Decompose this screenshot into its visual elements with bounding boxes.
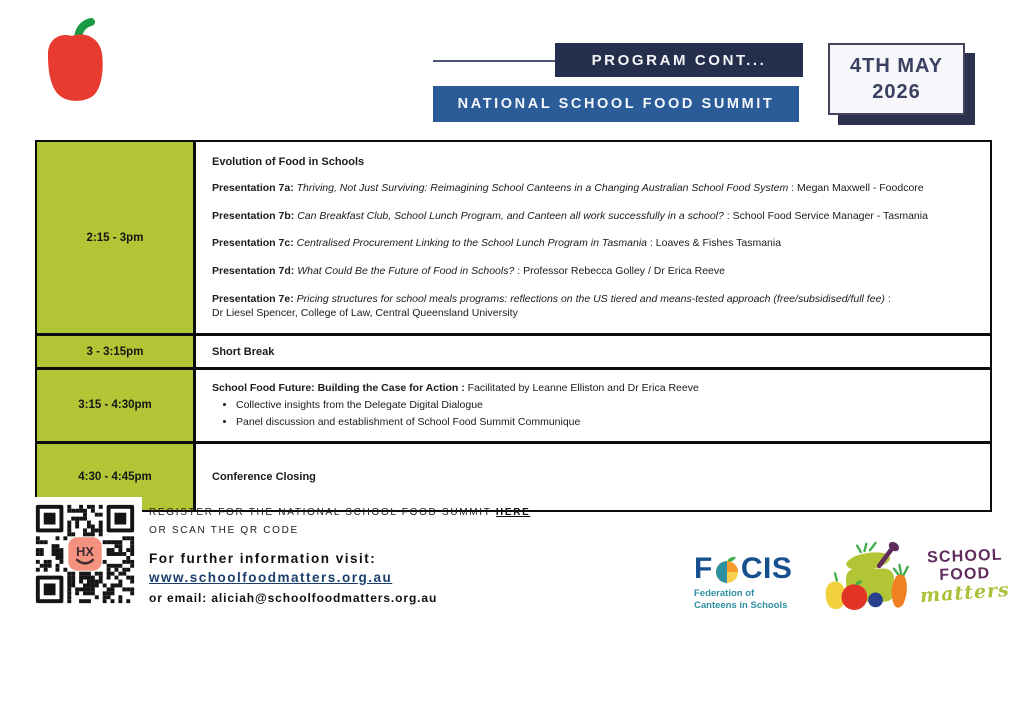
presentation-speaker: : Megan Maxwell - Foodcore [788, 182, 924, 194]
date-line1: 4TH MAY [850, 55, 943, 77]
schedule-row-closing [37, 444, 990, 510]
presentation-speaker: : Professor Rebecca Golley / Dr Erica Reeve [514, 265, 725, 278]
presentation-label: Presentation 7a: [212, 182, 294, 194]
schedule-row-break [37, 336, 990, 370]
focis-logo [694, 554, 792, 613]
schedule-row-evolution [37, 142, 990, 336]
presentation-item [212, 264, 974, 279]
session-cell [196, 336, 990, 367]
session-heading: Evolution of Food in Schools [212, 156, 365, 168]
website-link[interactable]: www.schoolfoodmatters.org.au [149, 570, 393, 585]
summit-banner [433, 86, 799, 122]
register-here-link[interactable]: HERE [495, 507, 531, 518]
session-facilitator: Facilitated by Leanne Elliston and Dr Erica Reeve [464, 382, 699, 395]
apple-logo [38, 18, 110, 108]
time-cell: 3 - 3:15pm [37, 336, 196, 367]
time-cell: 4:30 - 4:45pm [37, 444, 196, 510]
presentation-title: Centralised Procurement Linking to the School Lunch Program in Tasmania [293, 237, 648, 250]
presentation-title: Can Breakfast Club, School Lunch Program, and Canteen all work successfully in a school? [294, 209, 724, 222]
schedule-table [35, 140, 992, 512]
session-cell [196, 444, 990, 510]
session-heading: School Food Future: Building the Case for Action : Facilitated by Leanne Elliston and Dr Erica Reeve [212, 382, 699, 395]
school-food-matters-logo [824, 538, 1010, 614]
session-heading: Conference Closing [212, 470, 316, 483]
contact-info [149, 551, 437, 605]
presentation-label: Presentation 7c: [212, 237, 294, 250]
session-cell [196, 142, 990, 333]
session-bullet-list [212, 397, 974, 431]
time-cell: 2:15 - 3pm [37, 142, 196, 333]
register-line2: OR SCAN THE QR CODE [149, 524, 299, 536]
session-cell [196, 370, 990, 441]
focis-wordmark: F CIS [694, 552, 793, 585]
program-cont-label: PROGRAM CONT... [591, 51, 767, 69]
focis-tagline: Federation of Canteens in Schools [694, 588, 788, 612]
schedule-row-future [37, 370, 990, 444]
presentation-speaker: : [884, 292, 891, 305]
presentation-item [212, 181, 974, 196]
register-text: REGISTER FOR THE NATIONAL SCHOOL FOOD SUMMIT HERE OR SCAN THE QR CODE [149, 507, 531, 536]
presentation-title: Pricing structures for school meals programs: reflections on the US tiered and means-tested approach (free/subsidised/full fee) [293, 292, 885, 305]
email-line: or email: aliciah@schoolfoodmatters.org.au [149, 591, 438, 605]
school-food-matters-icon [824, 538, 916, 614]
presentation-speaker: : Loaves & Fishes Tasmania [647, 237, 782, 250]
header-rule [433, 60, 557, 62]
presentation-speaker-line2: Dr Liesel Spencer, College of Law, Central Queensland University [212, 307, 518, 320]
date-line2: 2026 [872, 81, 921, 103]
info-heading: For further information visit: [149, 551, 377, 566]
date-box [828, 43, 965, 115]
presentation-label: Presentation 7e: [212, 292, 294, 305]
time-cell: 3:15 - 4:30pm [37, 370, 196, 441]
summit-label: NATIONAL SCHOOL FOOD SUMMIT [457, 96, 775, 112]
session-bullet: • Collective insights from the Delegate Digital Dialogue [236, 397, 974, 414]
focis-globe-icon [714, 556, 740, 584]
presentation-label: Presentation 7b: [212, 209, 295, 222]
presentation-item [212, 209, 974, 224]
presentation-title: Thriving, Not Just Surviving: Reimagining School Canteens in a Changing Australian School Food System [293, 182, 789, 194]
program-cont-banner [555, 43, 803, 77]
presentation-title: What Could Be the Future of Food in Schools? [294, 265, 515, 278]
session-bullet: • Panel discussion and establishment of School Food Summit Communique [236, 414, 974, 431]
presentation-item [212, 292, 974, 321]
svg-text:HX: HX [76, 543, 94, 559]
qr-code [28, 497, 142, 611]
session-heading: Short Break [212, 345, 275, 358]
presentation-item [212, 236, 974, 251]
presentation-label: Presentation 7d: [212, 265, 295, 278]
school-food-matters-wordmark: SCHOOL FOOD matters [919, 546, 1011, 608]
presentation-speaker: : School Food Service Manager - Tasmania [723, 209, 928, 222]
